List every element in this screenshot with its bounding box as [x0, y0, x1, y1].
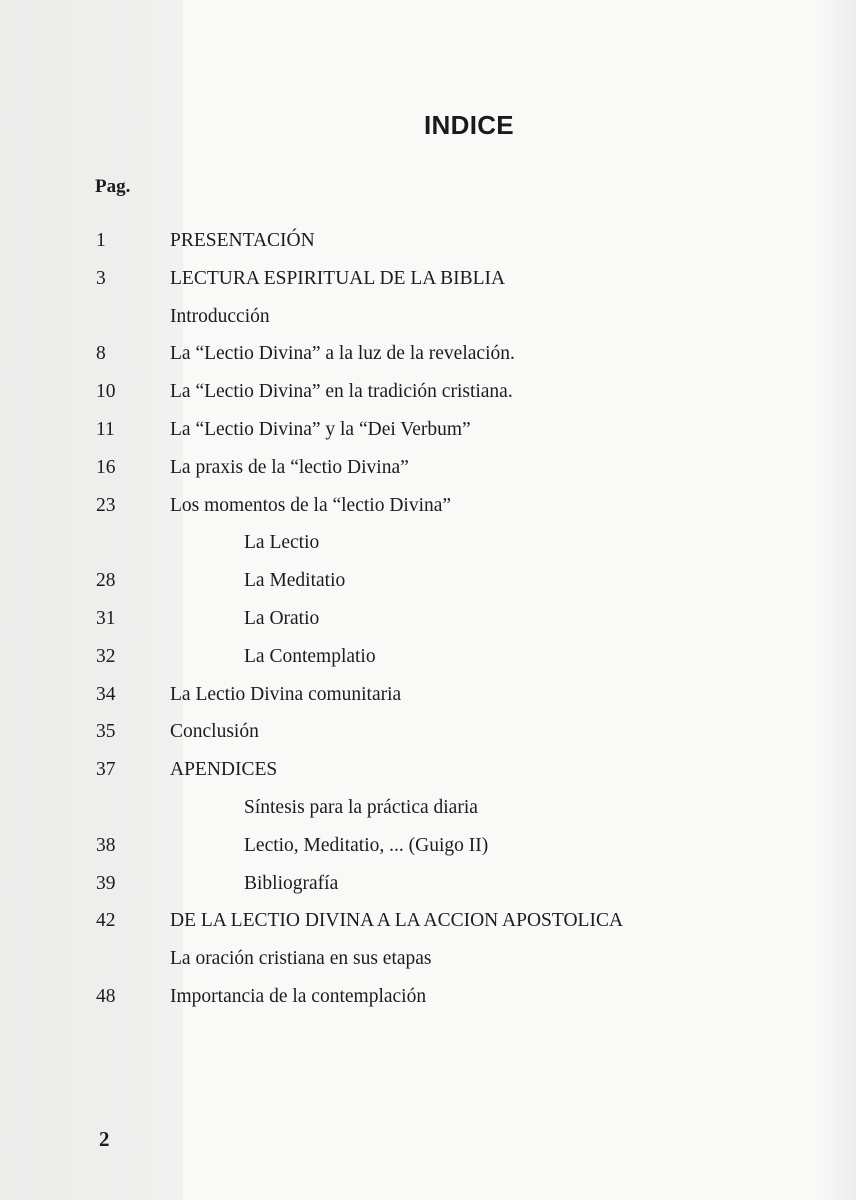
toc-title: LECTURA ESPIRITUAL DE LA BIBLIA: [170, 267, 506, 289]
toc-entry: [0, 756, 856, 794]
toc-title: DE LA LECTIO DIVINA A LA ACCION APOSTOLICA: [170, 910, 624, 932]
toc-page-number: 28: [96, 570, 116, 592]
toc-page-number: 31: [96, 607, 116, 629]
toc-subentry: [0, 794, 856, 832]
toc-title: Conclusión: [170, 721, 259, 743]
toc-page-number: 38: [96, 834, 116, 856]
toc-entry: [0, 303, 856, 341]
toc-page-number: 8: [96, 343, 106, 365]
toc-entry: [0, 492, 856, 530]
toc-entry: [0, 907, 856, 945]
page-title: INDICE: [424, 110, 514, 140]
toc-entry: [0, 945, 856, 983]
toc-title: PRESENTACIÓN: [170, 230, 315, 251]
toc-entry: [0, 378, 856, 416]
toc-page-number: 11: [96, 418, 115, 440]
toc-page-number: 42: [96, 910, 116, 932]
toc-title: La Lectio Divina comunitaria: [170, 683, 402, 705]
toc-page-number: 35: [96, 721, 116, 743]
toc-page-number: 16: [96, 456, 116, 478]
toc-entry: [0, 265, 856, 303]
toc-title: Bibliografía: [244, 872, 339, 894]
toc-title: La “Lectio Divina” a la luz de la revelación.: [170, 343, 515, 365]
toc-subentry: [0, 567, 856, 605]
toc-title: Síntesis para la práctica diaria: [244, 796, 478, 818]
toc-subentry: [0, 832, 856, 870]
toc-page-number: 32: [96, 645, 116, 667]
toc-title: Introducción: [170, 305, 270, 327]
page-number: 2: [99, 1127, 110, 1151]
toc-title: La “Lectio Divina” en la tradición cristiana.: [170, 381, 513, 403]
toc-entry: [0, 454, 856, 492]
toc-page-number: 23: [96, 494, 116, 516]
toc-entry: [0, 227, 856, 265]
toc-subentry: [0, 643, 856, 681]
toc-entry: [0, 718, 856, 756]
toc-title: APENDICES: [170, 759, 278, 781]
toc-entry: [0, 416, 856, 454]
page-column-label: Pag.: [95, 176, 131, 197]
toc-entry: [0, 681, 856, 719]
toc-title: Los momentos de la “lectio Divina”: [170, 494, 452, 516]
table-of-contents: [0, 227, 856, 1021]
toc-page-number: 3: [96, 267, 106, 289]
toc-page-number: 39: [96, 872, 116, 894]
toc-subentry: [0, 529, 856, 567]
toc-entry: [0, 983, 856, 1021]
toc-title: La Contemplatio: [244, 645, 376, 667]
toc-title: La praxis de la “lectio Divina”: [170, 456, 409, 478]
toc-title: La Meditatio: [244, 570, 346, 592]
toc-title: Lectio, Meditatio, ... (Guigo II): [244, 834, 489, 856]
toc-page-number: 48: [96, 985, 116, 1007]
toc-subentry: [0, 605, 856, 643]
toc-title: La Lectio: [244, 532, 320, 554]
toc-page-number: 37: [96, 759, 116, 781]
toc-subentry: [0, 870, 856, 908]
toc-page-number: 10: [96, 381, 116, 403]
toc-title: La “Lectio Divina” y la “Dei Verbum”: [170, 418, 471, 440]
toc-page-number: 34: [96, 683, 116, 705]
toc-title: La oración cristiana en sus etapas: [170, 948, 432, 970]
toc-title: La Oratio: [244, 607, 320, 629]
toc-page-number: 1: [96, 230, 106, 251]
toc-entry: [0, 340, 856, 378]
toc-title: Importancia de la contemplación: [170, 985, 427, 1007]
